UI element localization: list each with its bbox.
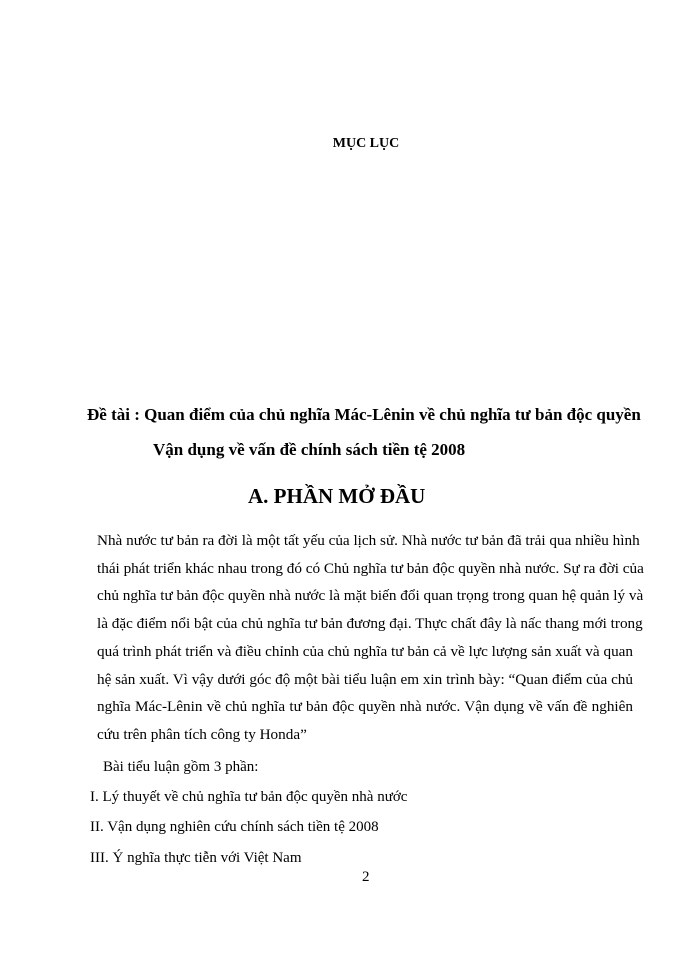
outline-item: III. Ý nghĩa thực tiễn với Việt Nam <box>90 850 302 866</box>
paragraph-line: hệ sản xuất. Vì vậy dưới góc độ một bài tiểu luận em xin trình bày: “Quan điểm của chủ <box>97 670 633 688</box>
outline-item: II. Vận dụng nghiên cứu chính sách tiền tệ 2008 <box>90 819 379 835</box>
toc-title: MỤC LỤC <box>332 136 400 151</box>
paragraph-line: Nhà nước tư bản ra đời là một tất yếu của lịch sử. Nhà nước tư bản đã trải qua nhiều hình <box>97 532 640 549</box>
topic-subtitle: Vận dụng về vấn đề chính sách tiền tệ 2008 <box>153 440 466 459</box>
paragraph-line: nghĩa Mác-Lênin về chủ nghĩa tư bản độc quyền nhà nước. Vận dụng về vấn đề nghiên <box>97 698 633 716</box>
outline-intro: Bài tiểu luận gồm 3 phần: <box>103 759 259 775</box>
outline-item: I. Lý thuyết về chủ nghĩa tư bản độc quyền nhà nước <box>90 789 408 805</box>
topic-title: Đề tài : Quan điểm của chủ nghĩa Mác-Lênin về chủ nghĩa tư bản độc quyền <box>87 405 641 424</box>
paragraph-line: là đặc điểm nổi bật của chủ nghĩa tư bản đương đại. Thực chất đây là nấc thang mới trong <box>97 615 643 633</box>
paragraph-line: thái phát triển khác nhau trong đó có Chủ nghĩa tư bản độc quyền nhà nước. Sự ra đời của <box>97 559 644 577</box>
paragraph-line: chủ nghĩa tư bản độc quyền nhà nước là mặt biến đổi quan trọng trong quan hệ quản lý và <box>97 587 644 605</box>
paragraph-line: quá trình phát triển và điều chỉnh của chủ nghĩa tư bản cả về lực lượng sản xuất và quan <box>97 642 633 660</box>
paragraph-line: cứu trên phân tích công ty Honda” <box>97 725 307 743</box>
intro-paragraph <box>97 527 644 749</box>
section-heading: A. PHẦN MỞ ĐẦU <box>248 484 426 508</box>
page-number: 2 <box>362 869 370 885</box>
